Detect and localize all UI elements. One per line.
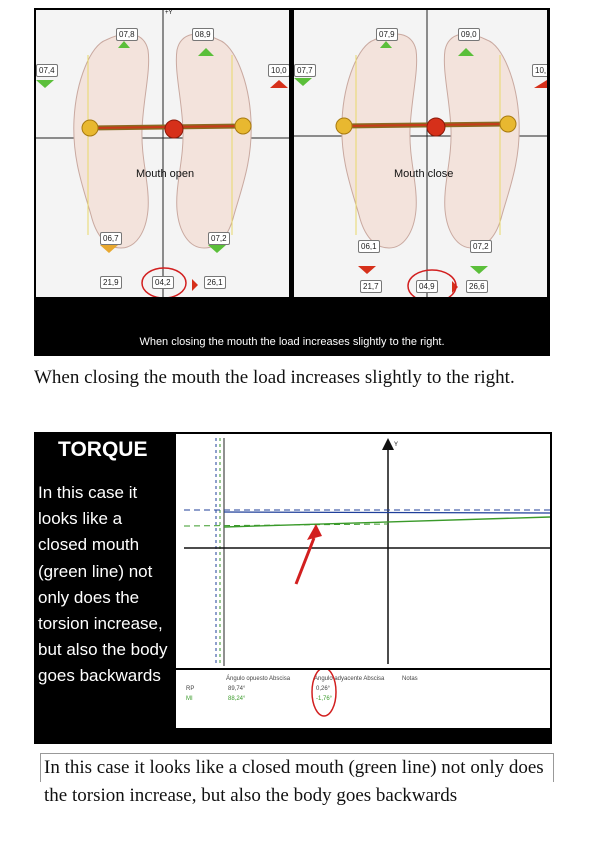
- row-name-rp: RP: [186, 686, 195, 692]
- right-load-point: [500, 116, 516, 132]
- rp-adyacente: 0,26°: [316, 686, 331, 692]
- value-bottom-left: 21,9: [100, 276, 122, 289]
- angle-table: [176, 670, 550, 728]
- down-marker-icon: [358, 266, 376, 274]
- blue-line-open: [224, 512, 550, 513]
- down-marker-icon: [294, 78, 312, 86]
- value-top-left-toe: 07,8: [116, 28, 138, 41]
- value-left-edge: 07,7: [294, 64, 316, 77]
- left-load-point: [82, 120, 98, 136]
- pressure-figure: [34, 8, 550, 356]
- left-foot: [74, 34, 149, 248]
- value-heel-left: 06,1: [358, 240, 380, 253]
- value-bottom-right: 26,6: [466, 280, 488, 293]
- arrow-head-icon: [307, 524, 322, 540]
- right-foot: [176, 34, 251, 248]
- down-marker-icon: [36, 80, 54, 88]
- caption-paragraph-1: When closing the mouth the load increases slightly to the right.: [34, 367, 515, 388]
- y-axis-label: +Y: [165, 10, 173, 16]
- torque-title: TORQUE: [58, 438, 148, 461]
- y-axis-arrow-icon: [382, 438, 394, 450]
- col-header-notas: Notas: [402, 676, 418, 682]
- play-arrow-icon: [192, 279, 198, 291]
- down-marker-icon: [470, 266, 488, 274]
- y-axis-label: Y: [394, 442, 399, 448]
- row-name-mi: MI: [186, 696, 193, 702]
- torque-side-text: In this case it looks like a closed mouth (green line) not only does the torsion increase, but also the body goes backwards: [38, 483, 168, 686]
- up-marker-icon: [270, 80, 288, 88]
- caption-paragraph-2: In this case it looks like a closed mouth (green line) not only does the torsion increase, but also the body goes backwards: [44, 757, 544, 806]
- red-arrow: [296, 538, 314, 584]
- value-top-left-toe: 07,9: [376, 28, 398, 41]
- value-top-right-toe: 09,0: [458, 28, 480, 41]
- right-load-point: [235, 118, 251, 134]
- mi-adyacente: -1,76°: [316, 696, 333, 702]
- up-marker-icon: [534, 80, 547, 88]
- value-heel-right: 07,2: [208, 232, 230, 245]
- value-heel-left: 06,7: [100, 232, 122, 245]
- highlight-circle: [312, 670, 336, 716]
- value-bottom-center: 04,9: [416, 280, 438, 293]
- value-top-right-toe: 08,9: [192, 28, 214, 41]
- mouth-close-label: Mouth close: [394, 168, 454, 180]
- center-load-point: [427, 118, 445, 136]
- value-right-edge: 10,0: [268, 64, 289, 77]
- mouth-open-panel: [36, 10, 289, 297]
- value-bottom-left: 21,7: [360, 280, 382, 293]
- right-foot: [444, 34, 519, 248]
- down-marker-icon: [208, 245, 226, 253]
- mouth-close-panel: [294, 10, 547, 297]
- value-bottom-right: 26,1: [204, 276, 226, 289]
- col-header-opuesto: Ángulo opuesto Abscisa: [226, 676, 291, 682]
- mi-opuesto: 88,24°: [228, 696, 246, 702]
- green-line-closed: [224, 517, 550, 527]
- foot-pressure-plot-open: [36, 10, 289, 297]
- col-header-adyacente: Ángulo adyacente Abscisa: [314, 676, 385, 682]
- mouth-open-label: Mouth open: [136, 168, 195, 180]
- rp-opuesto: 89,74°: [228, 686, 246, 692]
- value-bottom-center: 04,2: [152, 276, 174, 289]
- down-marker-icon: [100, 245, 118, 253]
- center-load-point: [165, 120, 183, 138]
- foot-pressure-plot-close: [294, 10, 547, 297]
- value-heel-right: 07,2: [470, 240, 492, 253]
- left-foot: [342, 34, 417, 248]
- torque-graph: [176, 434, 550, 668]
- figure-caption-text: When closing the mouth the load increases slightly to the right.: [139, 336, 445, 348]
- left-load-point: [336, 118, 352, 134]
- figure-caption-bar: [34, 300, 550, 356]
- torque-figure: [34, 432, 552, 744]
- value-left-edge: 07,4: [36, 64, 58, 77]
- value-right-edge: 10,: [532, 64, 547, 77]
